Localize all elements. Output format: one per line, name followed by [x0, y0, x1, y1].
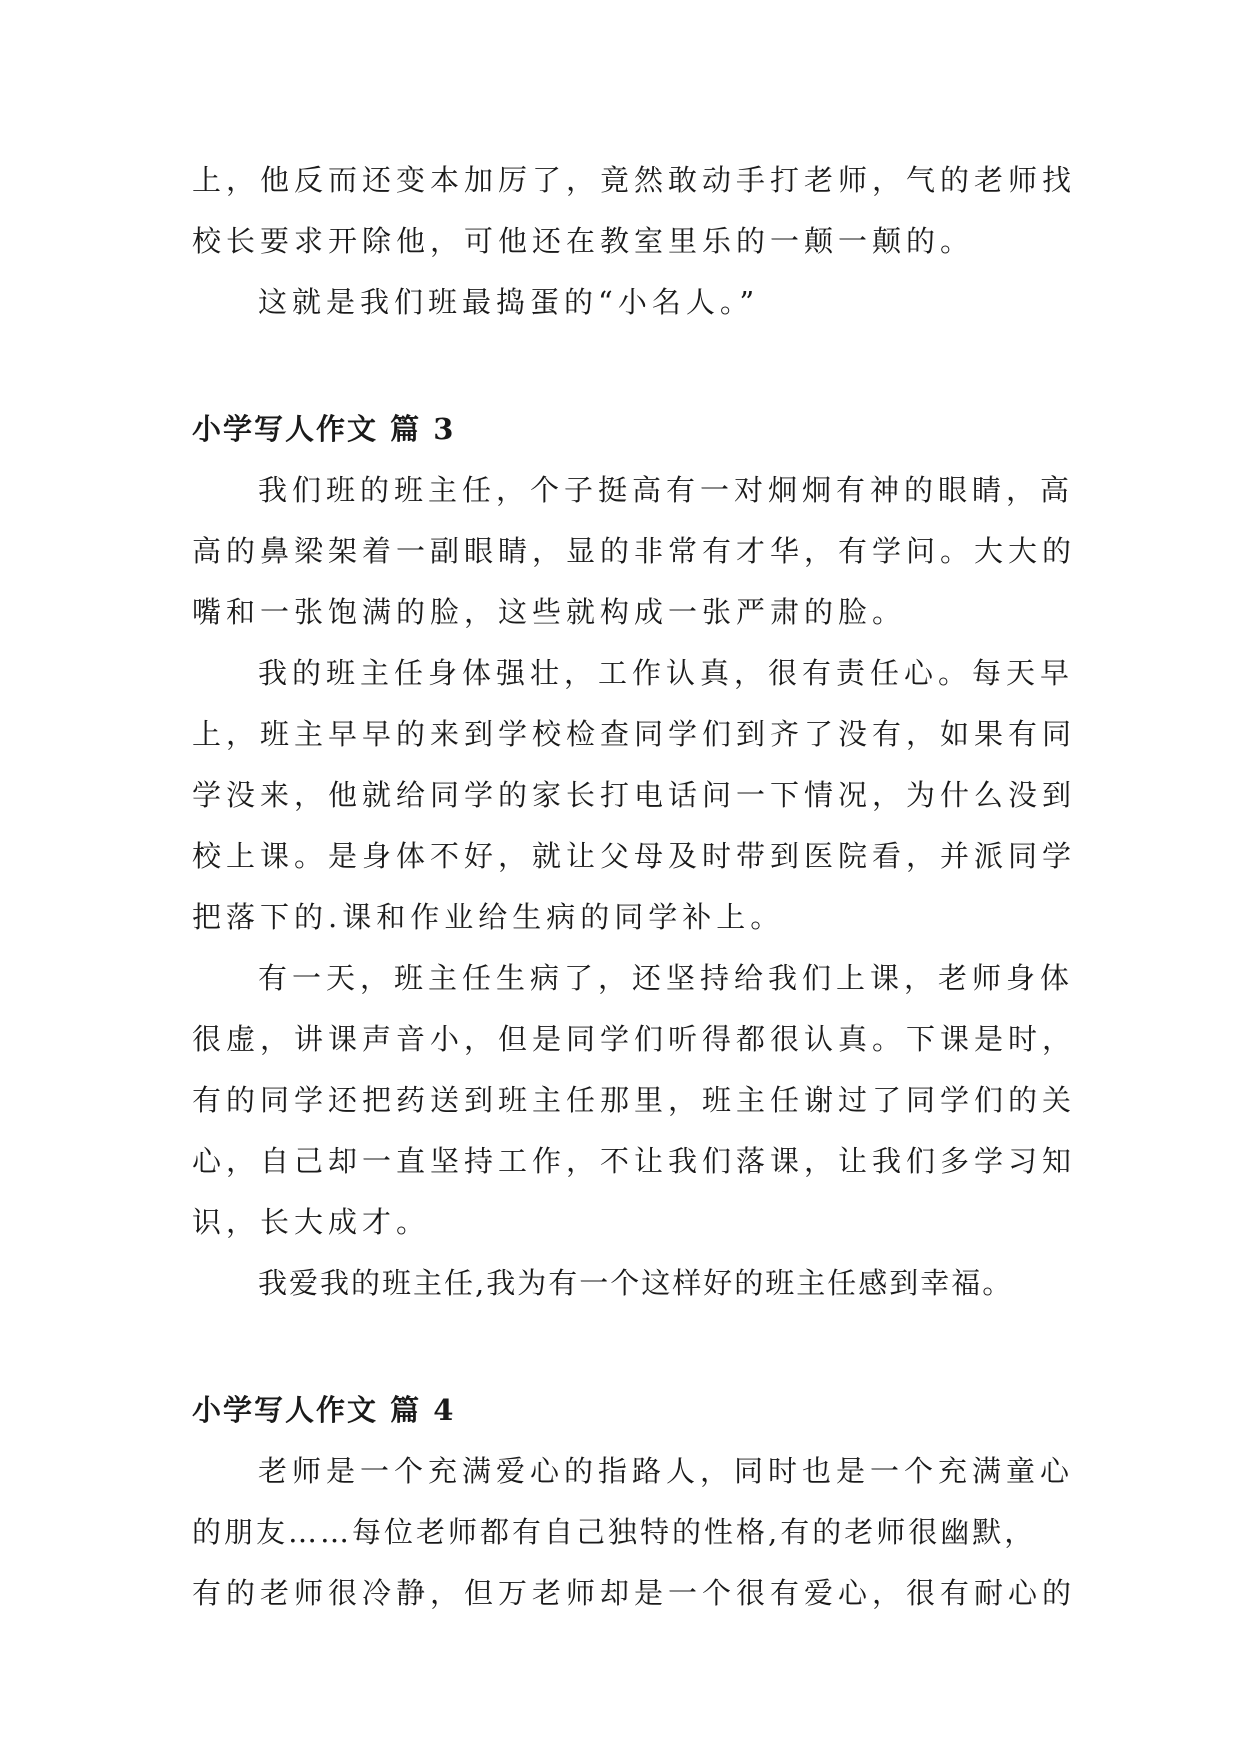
paragraph — [192, 1441, 1077, 1624]
text-line: 有的老师很冷静，但万老师却是一个很有爱心，很有耐心的 — [192, 1576, 1077, 1610]
paragraph-continued — [192, 150, 1077, 272]
text-line: 很虚，讲课声音小，但是同学们听得都很认真。下课是时， — [192, 1022, 1077, 1056]
text-line: 高的鼻梁架着一副眼睛，显的非常有才华，有学问。大大的 — [192, 534, 1077, 568]
text-line: 的朋友……每位老师都有自己独特的性格,有的老师很幽默， — [192, 1515, 1037, 1549]
section-heading-3: 小学写人作文 篇 3 — [192, 412, 456, 446]
text-line: 心，自己却一直坚持工作，不让我们落课，让我们多学习知 — [192, 1144, 1077, 1178]
text-line: 把落下的.课和作业给生病的同学补上。 — [192, 900, 785, 934]
document-page — [192, 150, 1077, 1624]
text-line: 学没来，他就给同学的家长打电话问一下情况，为什么没到 — [192, 778, 1077, 812]
text-line: 嘴和一张饱满的脸，这些就构成一张严肃的脸。 — [192, 595, 907, 629]
text-line: 上，他反而还变本加厉了，竟然敢动手打老师，气的老师找 — [192, 163, 1077, 197]
paragraph — [192, 460, 1077, 643]
text-line: 校长要求开除他，可他还在教室里乐的一颠一颠的。 — [192, 224, 975, 258]
text-line: 有的同学还把药送到班主任那里，班主任谢过了同学们的关 — [192, 1083, 1077, 1117]
section-gap — [192, 1314, 1054, 1380]
text-line: 我爱我的班主任,我为有一个这样好的班主任感到幸福。 — [258, 1266, 1014, 1300]
text-line: 上，班主早早的来到学校检查同学们到齐了没有，如果有同 — [192, 717, 1077, 751]
section-heading-4: 小学写人作文 篇 4 — [192, 1393, 456, 1427]
text-line: 有一天，班主任生病了，还坚持给我们上课，老师身体 — [258, 961, 1075, 995]
text-line: 老师是一个充满爱心的指路人，同时也是一个充满童心 — [258, 1454, 1075, 1488]
text-line: 识，长大成才。 — [192, 1205, 431, 1239]
text-line: 我的班主任身体强壮，工作认真，很有责任心。每天早 — [258, 656, 1075, 690]
paragraph-closing — [192, 272, 1054, 333]
paragraph — [192, 1253, 1054, 1314]
text-line: 这就是我们班最捣蛋的“小名人。” — [258, 285, 760, 319]
text-line: 校上课。是身体不好，就让父母及时带到医院看，并派同学 — [192, 839, 1077, 873]
text-line: 我们班的班主任，个子挺高有一对炯炯有神的眼睛，高 — [258, 473, 1075, 507]
paragraph — [192, 948, 1077, 1253]
paragraph — [192, 643, 1077, 948]
section-gap — [192, 333, 1054, 399]
